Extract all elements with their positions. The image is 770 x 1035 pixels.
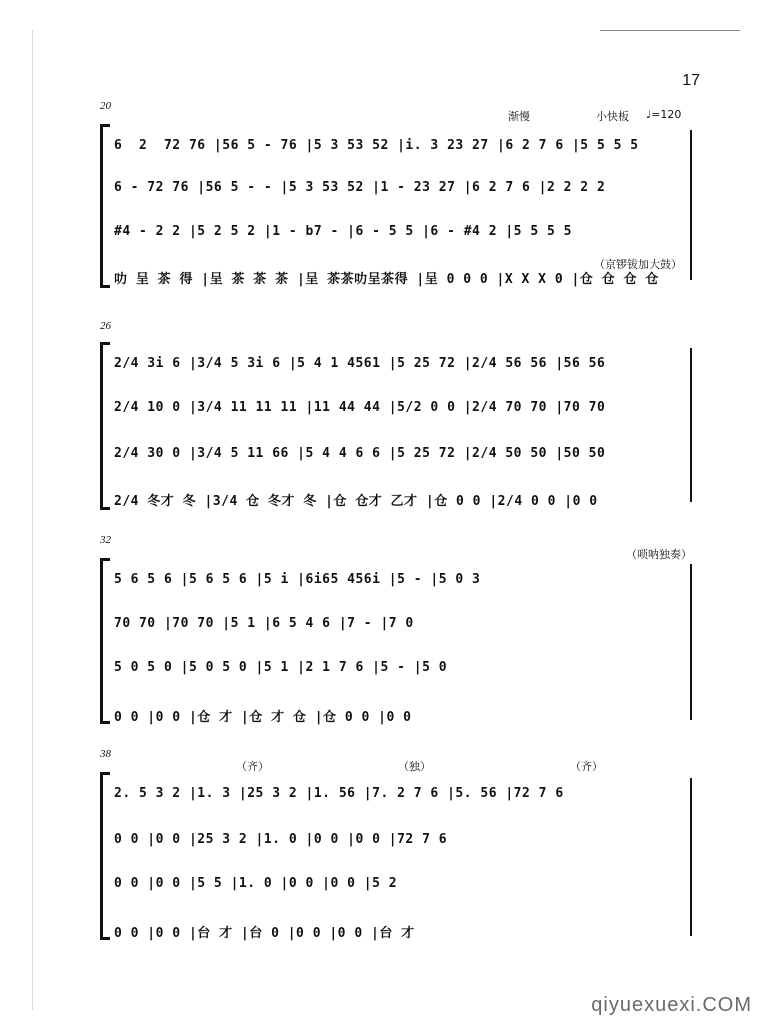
staff-row [106,216,692,256]
notation-row: #4 - 2 2 |5 2 5 2 |1 - b7 - |6 - 5 5 |6 - #4 2 |5 5 5 5 [114,224,572,239]
metronome-mark: ♩=120 [646,108,682,121]
score-system-4 [100,772,692,940]
staff-row [106,482,692,522]
notation-row: 0 0 |0 0 |仓 才 |仓 才 仓 |仓 0 0 |0 0 [114,710,412,725]
solo-annotation: （独） [398,760,431,773]
top-rule [600,30,740,31]
notation-row: 2/4 冬才 冬 |3/4 仓 冬才 冬 |仓 仓才 乙才 |仓 0 0 |2/4 0 0 |0 0 [114,494,598,509]
score-system-3 [100,558,692,724]
notation-row: 0 0 |0 0 |25 3 2 |1. 0 |0 0 |0 0 |72 7 6 [114,832,448,847]
tutti-annotation: （齐） [236,760,269,773]
measure-number: 32 [100,534,111,546]
tempo-annotation: 小快板 [596,110,629,123]
tutti-annotation: （齐） [570,760,603,773]
measure-number: 26 [100,320,111,332]
staff-row [106,608,692,648]
score-system-2 [100,342,692,510]
notation-row: 2/4 30 0 |3/4 5 11 66 |5 4 4 6 6 |5 25 72 |2/4 50 50 |50 50 [114,446,606,461]
score-system-1 [100,124,692,288]
staff-row [106,392,692,432]
notation-row: 70 70 |70 70 |5 1 |6 5 4 6 |7 - |7 0 [114,616,414,631]
notation-row: 叻 呈 茶 得 |呈 茶 茶 茶 |呈 茶茶叻呈茶得 |呈 0 0 0 |X X X 0 |仓 仓 仓 仓 [114,272,659,287]
measure-number: 20 [100,100,111,112]
staff-row [106,260,692,300]
watermark: qiyuexuexi.COM [591,994,752,1016]
notation-row: 2/4 10 0 |3/4 11 11 11 |11 44 44 |5/2 0 0 |2/4 70 70 |70 70 [114,400,606,415]
staff-row [106,564,692,604]
notation-row: 5 6 5 6 |5 6 5 6 |5 i |6i65 456i |5 - |5 0 3 [114,572,481,587]
notation-row: 0 0 |0 0 |5 5 |1. 0 |0 0 |0 0 |5 2 [114,876,398,891]
staff-row [106,130,692,170]
binding-edge [32,30,33,1010]
tempo-annotation-slow: 渐慢 [508,110,530,123]
measure-number: 38 [100,748,111,760]
staff-row [106,348,692,388]
end-barline [690,564,692,720]
staff-row [106,652,692,692]
end-barline [690,778,692,936]
notation-row: 2/4 3i 6 |3/4 5 3i 6 |5 4 1 4561 |5 25 72 |2/4 56 56 |56 56 [114,356,606,371]
end-barline [690,130,692,280]
notation-row: 5 0 5 0 |5 0 5 0 |5 1 |2 1 7 6 |5 - |5 0 [114,660,448,675]
staff-row [106,824,692,864]
solo-annotation: （唢呐独奏） [626,548,692,561]
notation-row: 2. 5 3 2 |1. 3 |25 3 2 |1. 56 |7. 2 7 6 |5. 56 |72 7 6 [114,786,564,801]
notation-row: 6 2 72 76 |56 5 - 76 |5 3 53 52 |i. 3 23 27 |6 2 7 6 |5 5 5 5 [114,138,639,153]
staff-row [106,698,692,738]
staff-row [106,172,692,212]
staff-row [106,438,692,478]
page-number: 17 [682,72,700,89]
staff-row [106,868,692,908]
percussion-annotation: （京锣钹加大鼓） [594,258,682,271]
notation-row: 0 0 |0 0 |台 才 |台 0 |0 0 |0 0 |台 才 [114,926,415,941]
staff-row [106,778,692,818]
notation-row: 6 - 72 76 |56 5 - - |5 3 53 52 |1 - 23 27 |6 2 7 6 |2 2 2 2 [114,180,606,195]
staff-row [106,914,692,954]
end-barline [690,348,692,502]
